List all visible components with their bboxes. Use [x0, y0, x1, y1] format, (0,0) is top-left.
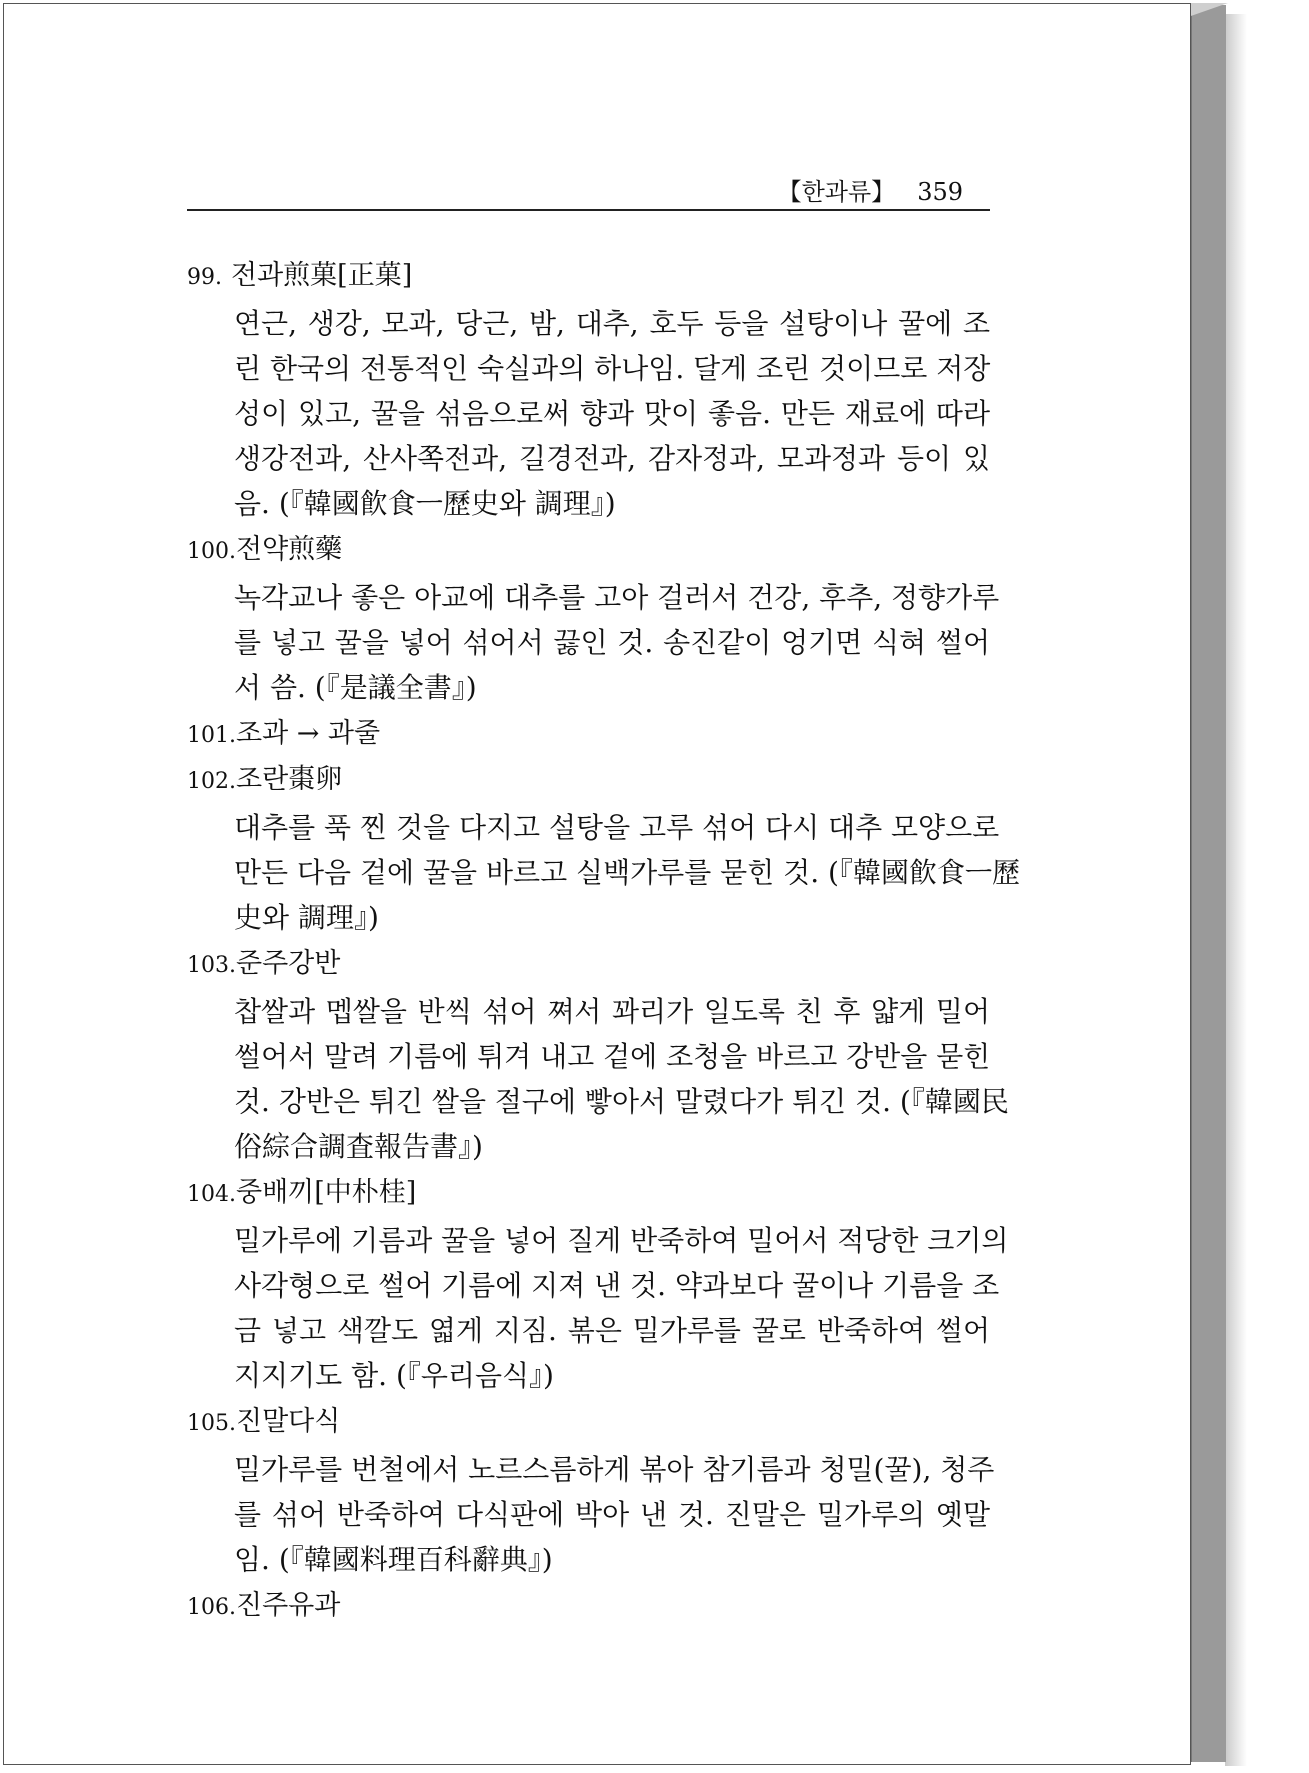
entry-term: 진주유과: [235, 1590, 341, 1621]
glossary-entry: [187, 758, 1020, 942]
entry-heading: [187, 942, 990, 986]
entry-definition: [234, 575, 1000, 710]
entry-term: 전약煎藥: [235, 534, 343, 565]
entry-heading: [187, 1400, 990, 1444]
glossary-entry: [187, 1171, 1009, 1400]
entry-term: 전과煎菓[正菓]: [231, 260, 413, 291]
entry-definition: [234, 989, 1009, 1169]
definition-line: 것. 강반은 튀긴 쌀을 절구에 빻아서 말렸다가 튀긴 것. (『韓國民: [234, 1085, 1009, 1118]
glossary-entry: [187, 942, 1009, 1171]
entry-number: 105.: [187, 1411, 236, 1436]
entry-definition: [234, 1218, 1009, 1398]
page-number: 359: [917, 178, 963, 206]
definition-line: 생강전과, 산사쪽전과, 길경전과, 감자정과, 모과정과 등이 있: [234, 442, 990, 475]
definition-line: 밀가루에 기름과 꿀을 넣어 질게 반죽하여 밀어서 적당한 크기의: [234, 1224, 1009, 1257]
definition-line: 썰어서 말려 기름에 튀겨 내고 겉에 조청을 바르고 강반을 묻힌: [234, 1040, 991, 1073]
glossary-entries: [187, 254, 1020, 1630]
entry-heading: [187, 1171, 990, 1215]
entry-term: 진말다식: [235, 1406, 341, 1437]
entry-number: 103.: [187, 953, 236, 978]
book-page-edge: [1191, 5, 1226, 1762]
definition-line: 밀가루를 번철에서 노르스름하게 볶아 참기름과 청밀(꿀), 청주: [234, 1453, 995, 1486]
definition-line: 성이 있고, 꿀을 섞음으로써 향과 맛이 좋음. 만든 재료에 따라: [234, 397, 990, 430]
header-rule: [187, 209, 990, 211]
definition-line: 를 섞어 반죽하여 다식판에 박아 낸 것. 진말은 밀가루의 옛말: [234, 1498, 990, 1531]
entry-heading: [187, 758, 990, 802]
glossary-entry: [187, 254, 990, 528]
entry-spacer: [187, 1628, 990, 1630]
entry-number: 100.: [187, 539, 236, 564]
entry-definition: [234, 805, 1020, 940]
definition-line: 녹각교나 좋은 아교에 대추를 고아 걸러서 건강, 후추, 정향가루: [234, 581, 1000, 614]
glossary-entry: [187, 528, 1000, 712]
entry-term: 조과 → 과줄: [235, 718, 381, 749]
entry-definition: [234, 1447, 995, 1582]
definition-line: 대추를 푹 찐 것을 다지고 설탕을 고루 섞어 다시 대추 모양으로: [234, 811, 1000, 844]
definition-line: 지지기도 함. (『우리음식』): [234, 1359, 554, 1392]
glossary-entry: [187, 1584, 990, 1630]
entry-term: 준주강반: [235, 948, 341, 979]
page-shadow: [1225, 14, 1247, 1766]
running-header: [778, 172, 963, 207]
glossary-entry: [187, 712, 990, 758]
definition-line: 俗綜合調査報告書』): [234, 1130, 483, 1163]
definition-line: 금 넣고 색깔도 엷게 지짐. 볶은 밀가루를 꿀로 반죽하여 썰어: [234, 1314, 990, 1347]
definition-line: 음. (『韓國飮食ㅡ歷史와 調理』): [234, 487, 616, 520]
entry-number: 99.: [187, 265, 222, 290]
definition-line: 를 넣고 꿀을 넣어 섞어서 끓인 것. 송진같이 엉기면 식혀 썰어: [234, 626, 990, 659]
entry-heading: [187, 1584, 990, 1628]
entry-term: 조란棗卵: [235, 764, 343, 795]
entry-heading: [187, 254, 990, 298]
section-title: 【한과류】: [777, 178, 896, 206]
page-corner-fold: [1188, 3, 1228, 17]
entry-term: 중배끼[中朴桂]: [235, 1177, 417, 1208]
definition-line: 연근, 생강, 모과, 당근, 밤, 대추, 호두 등을 설탕이나 꿀에 조: [234, 307, 990, 340]
definition-line: 만든 다음 겉에 꿀을 바르고 실백가루를 묻힌 것. (『韓國飮食ㅡ歷: [234, 856, 1020, 889]
entry-heading: [187, 712, 990, 756]
entry-number: 104.: [187, 1182, 236, 1207]
definition-line: 사각형으로 썰어 기름에 지져 낸 것. 약과보다 꿀이나 기름을 조: [234, 1269, 1000, 1302]
entry-heading: [187, 528, 990, 572]
definition-line: 임. (『韓國料理百科辭典』): [234, 1543, 553, 1576]
glossary-entry: [187, 1400, 995, 1584]
entry-number: 106.: [187, 1595, 236, 1620]
definition-line: 史와 調理』): [234, 901, 379, 934]
entry-number: 101.: [187, 723, 236, 748]
entry-definition: [234, 301, 990, 526]
definition-line: 서 씀. (『是議全書』): [234, 671, 477, 704]
definition-line: 찹쌀과 멥쌀을 반씩 섞어 쪄서 꽈리가 일도록 친 후 얇게 밀어: [234, 995, 990, 1028]
definition-line: 린 한국의 전통적인 숙실과의 하나임. 달게 조린 것이므로 저장: [234, 352, 991, 385]
entry-number: 102.: [187, 769, 236, 794]
